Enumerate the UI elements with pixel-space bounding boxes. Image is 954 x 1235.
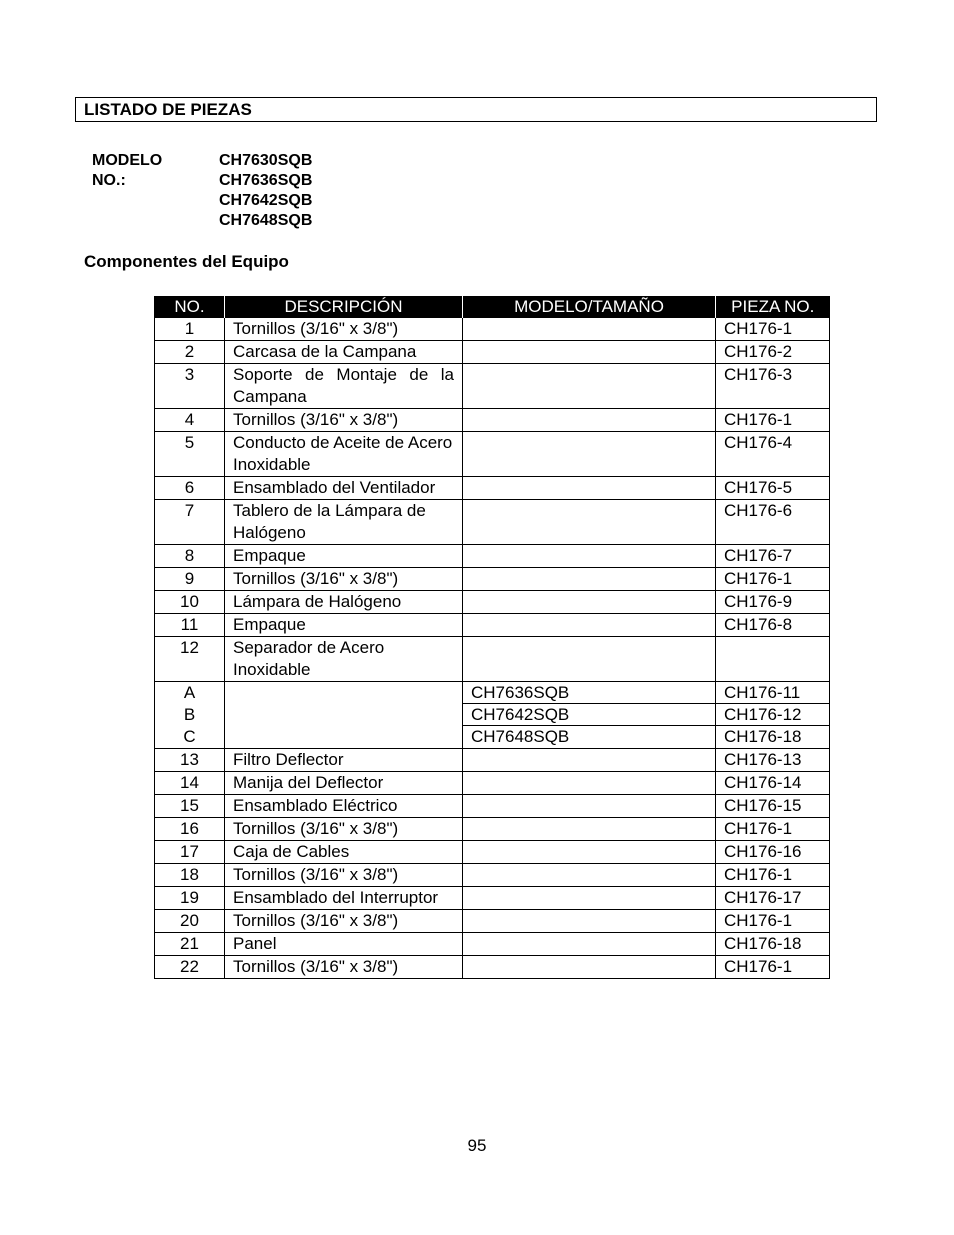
row-part-no-cell: CH176-4: [716, 432, 830, 477]
row-part-no-cell: CH176-2: [716, 341, 830, 364]
row-description-cell: Tornillos (3/16" x 3/8"): [225, 818, 463, 841]
header-part-no: PIEZA NO.: [716, 296, 830, 318]
section-heading: [75, 97, 877, 122]
table-row: [155, 568, 830, 591]
table-row: [155, 933, 830, 956]
row-model-cell: [463, 568, 716, 591]
row-description-cell: Carcasa de la Campana: [225, 341, 463, 364]
table-row: [155, 341, 830, 364]
row-part-no-cell: CH176-8: [716, 614, 830, 637]
row-part-no-cell: CH176-1: [716, 409, 830, 432]
row-part-no-cell: CH176-13: [716, 749, 830, 772]
group-model-value: CH7642SQB: [463, 703, 715, 725]
section-heading-text: LISTADO DE PIEZAS: [84, 100, 252, 119]
group-letters-cell: [155, 682, 225, 749]
row-model-cell: [463, 364, 716, 409]
row-part-no-cell: CH176-1: [716, 318, 830, 341]
row-model-cell: [463, 432, 716, 477]
row-part-no-cell: CH176-1: [716, 910, 830, 933]
table-row: [155, 956, 830, 979]
group-letter: A: [183, 683, 196, 702]
table-row: [155, 795, 830, 818]
model-label: [92, 151, 212, 191]
row-description-cell: Empaque: [225, 545, 463, 568]
row-no-cell: 7: [155, 500, 225, 545]
row-model-cell: [463, 545, 716, 568]
row-description-cell: Tablero de la Lámpara de Halógeno: [225, 500, 463, 545]
row-no-cell: 12: [155, 637, 225, 682]
row-no-cell: 9: [155, 568, 225, 591]
row-model-cell: [463, 500, 716, 545]
group-part-no-cell: [716, 682, 830, 749]
table-row: [155, 772, 830, 795]
row-no-cell: 18: [155, 864, 225, 887]
row-model-cell: [463, 749, 716, 772]
group-letter: B: [183, 705, 196, 724]
model-label-line2: NO.:: [92, 172, 126, 189]
row-part-no-cell: CH176-17: [716, 887, 830, 910]
header-description: DESCRIPCIÓN: [225, 296, 463, 318]
row-no-cell: 1: [155, 318, 225, 341]
row-part-no-cell: CH176-1: [716, 568, 830, 591]
row-description-cell: Tornillos (3/16" x 3/8"): [225, 910, 463, 933]
row-no-cell: 5: [155, 432, 225, 477]
row-description-cell: Tornillos (3/16" x 3/8"): [225, 409, 463, 432]
model-label-line1: MODELO: [92, 152, 163, 169]
header-model-size: MODELO/TAMAÑO: [463, 296, 716, 318]
parts-table: [154, 296, 830, 979]
table-row: [155, 637, 830, 682]
group-model-value: CH7648SQB: [463, 725, 715, 747]
model-number: CH7648SQB: [219, 212, 313, 229]
row-description-cell: Tornillos (3/16" x 3/8"): [225, 318, 463, 341]
row-description-cell: Conducto de Aceite de Acero Inoxidable: [225, 432, 463, 477]
row-description-cell: Tornillos (3/16" x 3/8"): [225, 864, 463, 887]
table-row: [155, 818, 830, 841]
row-no-cell: 20: [155, 910, 225, 933]
row-part-no-cell: CH176-16: [716, 841, 830, 864]
table-row: [155, 318, 830, 341]
row-no-cell: 19: [155, 887, 225, 910]
model-number: CH7642SQB: [219, 192, 313, 209]
table-row: [155, 864, 830, 887]
row-model-cell: [463, 341, 716, 364]
table-row: [155, 545, 830, 568]
row-description-cell: Empaque: [225, 614, 463, 637]
row-model-cell: [463, 409, 716, 432]
row-model-cell: [463, 795, 716, 818]
row-model-cell: [463, 772, 716, 795]
row-part-no-cell: CH176-14: [716, 772, 830, 795]
group-part-value: CH176-11: [724, 683, 801, 702]
table-row: [155, 364, 830, 409]
group-letter: C: [183, 727, 196, 746]
row-part-no-cell: CH176-7: [716, 545, 830, 568]
row-no-cell: 4: [155, 409, 225, 432]
row-part-no-cell: CH176-5: [716, 477, 830, 500]
row-description-cell: Separador de Acero Inoxidable: [225, 637, 463, 682]
row-model-cell: [463, 910, 716, 933]
table-row: [155, 614, 830, 637]
components-subheading: Componentes del Equipo: [84, 252, 289, 271]
row-no-cell: 6: [155, 477, 225, 500]
row-no-cell: 2: [155, 341, 225, 364]
row-description-cell: Lámpara de Halógeno: [225, 591, 463, 614]
parts-table-body: [155, 318, 830, 979]
model-number: CH7636SQB: [219, 172, 313, 189]
row-no-cell: 8: [155, 545, 225, 568]
row-model-cell: [463, 318, 716, 341]
row-model-cell: [463, 614, 716, 637]
row-no-cell: 15: [155, 795, 225, 818]
row-no-cell: 17: [155, 841, 225, 864]
row-no-cell: 10: [155, 591, 225, 614]
row-description-cell: Tornillos (3/16" x 3/8"): [225, 568, 463, 591]
row-no-cell: 16: [155, 818, 225, 841]
table-row: [155, 749, 830, 772]
group-description-cell: [225, 682, 463, 749]
row-part-no-cell: CH176-1: [716, 818, 830, 841]
row-part-no-cell: CH176-3: [716, 364, 830, 409]
row-no-cell: 14: [155, 772, 225, 795]
page-number: 95: [467, 1136, 487, 1155]
row-model-cell: [463, 477, 716, 500]
row-no-cell: 21: [155, 933, 225, 956]
row-description-cell: Panel: [225, 933, 463, 956]
table-row: [155, 500, 830, 545]
row-part-no-cell: CH176-18: [716, 933, 830, 956]
table-row: [155, 887, 830, 910]
row-part-no-cell: CH176-6: [716, 500, 830, 545]
row-part-no-cell: CH176-1: [716, 864, 830, 887]
row-model-cell: [463, 841, 716, 864]
group-model-value: CH7636SQB: [471, 683, 570, 702]
row-description-cell: Caja de Cables: [225, 841, 463, 864]
row-description-cell: Filtro Deflector: [225, 749, 463, 772]
row-description-cell: Ensamblado del Ventilador: [225, 477, 463, 500]
model-number-list: [219, 151, 379, 231]
row-model-cell: [463, 591, 716, 614]
row-description-cell: Soporte de Montaje de la Campana: [225, 364, 463, 409]
row-description-cell: Ensamblado Eléctrico: [225, 795, 463, 818]
row-no-cell: 22: [155, 956, 225, 979]
row-description-cell: Manija del Deflector: [225, 772, 463, 795]
table-row: [155, 432, 830, 477]
table-row-group: [155, 682, 830, 749]
table-row: [155, 591, 830, 614]
group-part-value: CH176-12: [716, 703, 829, 725]
row-model-cell: [463, 864, 716, 887]
table-row: [155, 409, 830, 432]
table-header-row: [155, 296, 830, 318]
row-model-cell: [463, 933, 716, 956]
row-model-cell: [463, 637, 716, 682]
row-no-cell: 13: [155, 749, 225, 772]
row-no-cell: 11: [155, 614, 225, 637]
group-model-cell: [463, 682, 716, 749]
table-row: [155, 910, 830, 933]
row-description-cell: Tornillos (3/16" x 3/8"): [225, 956, 463, 979]
row-description-cell: Ensamblado del Interruptor: [225, 887, 463, 910]
row-part-no-cell: CH176-9: [716, 591, 830, 614]
row-model-cell: [463, 887, 716, 910]
model-number: CH7630SQB: [219, 152, 313, 169]
table-row: [155, 477, 830, 500]
header-no: NO.: [155, 296, 225, 318]
row-model-cell: [463, 956, 716, 979]
row-no-cell: 3: [155, 364, 225, 409]
row-part-no-cell: CH176-15: [716, 795, 830, 818]
row-part-no-cell: [716, 637, 830, 682]
row-model-cell: [463, 818, 716, 841]
table-row: [155, 841, 830, 864]
row-part-no-cell: CH176-1: [716, 956, 830, 979]
group-part-value: CH176-18: [716, 725, 829, 747]
